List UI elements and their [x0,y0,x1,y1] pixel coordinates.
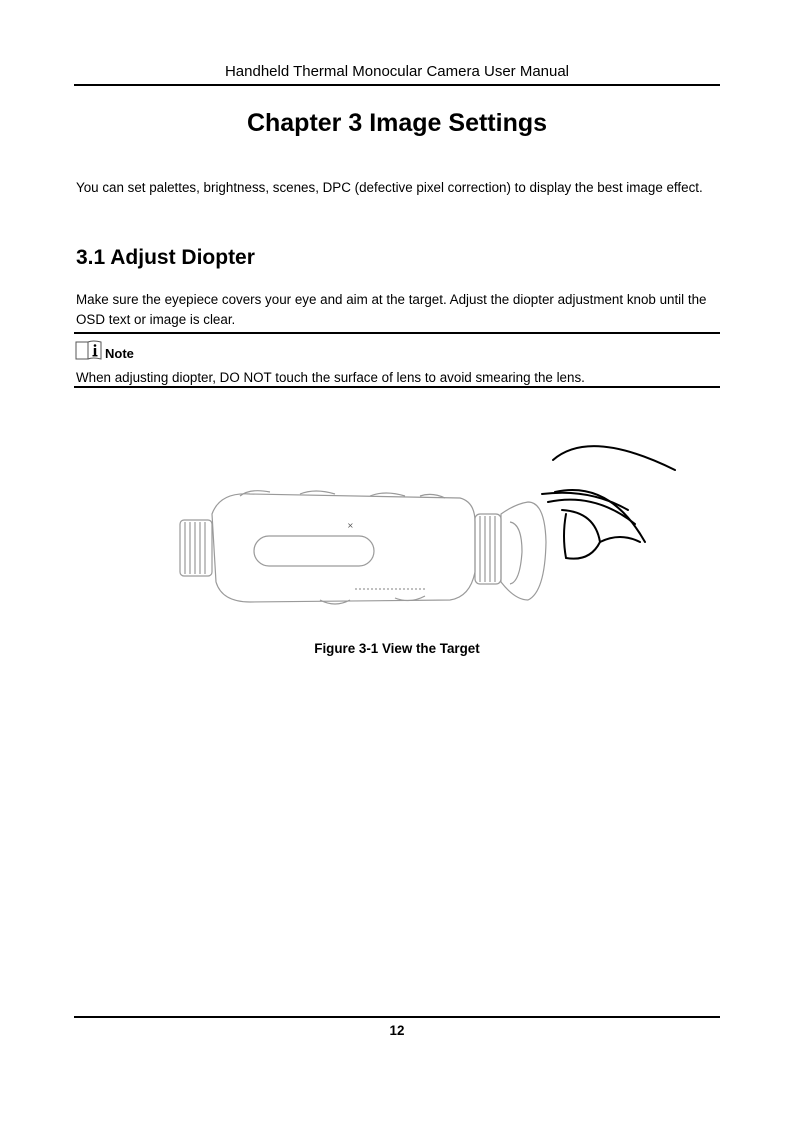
footer-rule [74,1016,720,1018]
intro-paragraph: You can set palettes, brightness, scenes, DPC (defective pixel correction) to display the best image effect. [76,180,703,195]
header-rule [74,84,720,86]
chapter-title: Chapter 3 Image Settings [246,109,548,137]
monocular-eye-illustration [170,432,690,612]
page-number: 12 [389,1023,405,1038]
note-bottom-rule [74,386,720,388]
section-heading: 3.1 Adjust Diopter [76,246,255,269]
running-header: Handheld Thermal Monocular Camera User Manual [224,63,570,80]
section-paragraph: Make sure the eyepiece covers your eye and aim at the target. Adjust the diopter adjustment knob until the OSD text or image is clear. [76,292,707,327]
figure-caption: Figure 3-1 View the Target [314,641,480,656]
note-text: When adjusting diopter, DO NOT touch the surface of lens to avoid smearing the lens. [76,370,585,385]
info-note-icon [75,339,105,361]
svg-text:×: × [347,521,354,530]
note-top-rule [74,332,720,334]
note-label: Note [105,346,134,361]
